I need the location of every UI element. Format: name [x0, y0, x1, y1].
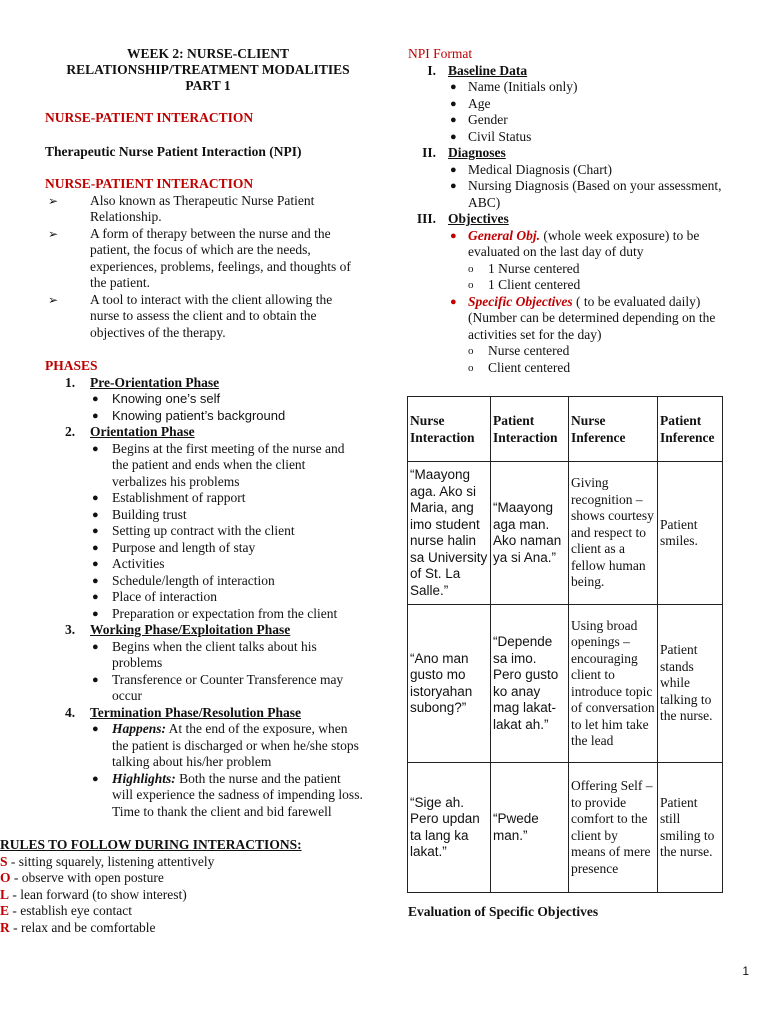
table-row	[408, 605, 723, 763]
heading-nurse-patient-interaction-2: NURSE-PATIENT INTERACTION	[45, 176, 254, 191]
arrow-bullet-icon: ➢	[48, 226, 59, 241]
circle-bullet-icon: o	[468, 345, 474, 357]
phase-item: 4. Termination Phase/Resolution Phase ● Happens: At the end of the exposure, when the patient is discharged or when he/she stops talking about his/her problem ● Highlights: Both the nurse and the patient will experience the sadness of impending loss. Time to thank the client and bid farewell	[65, 704, 363, 819]
soler-list	[0, 854, 363, 937]
npi-description-list	[45, 193, 363, 342]
bullet-icon: ●	[92, 772, 99, 785]
bullet-icon: ●	[450, 81, 457, 93]
format-section: III. Objectives ● General Obj. (whole week exposure) to be evaluated on the last day of duty o 1 Nurse centered o 1 Client centered ● Specific Objectives ( to be evaluated daily) (Number can be determined depending on the activities set for the day) o Nurse centered o Client centered	[408, 211, 728, 376]
bullet-icon: ●	[92, 442, 99, 455]
bullet-icon: ●	[92, 640, 99, 653]
phase-item: 2. Orientation Phase ● Begins at the first meeting of the nurse and the patient and ends when the client verbalizes his problems ● Establishment of rapport ● Building trust ● Setting up contract with the client ● Purpose and length of stay ● Activities ● Schedule/length of interaction ● Place of interaction ● Preparation or expectation from the client	[45, 424, 363, 622]
table-cell: “Sige ah. Pero updan ta lang ka lakat.”	[408, 763, 491, 893]
phase-name: Working Phase/Exploitation Phase	[90, 622, 291, 637]
circle-bullet-icon: o	[468, 361, 474, 374]
table-cell: Offering Self – to provide comfort to the client by means of mere presence	[569, 763, 658, 893]
list-item: ➢ A tool to interact with the client allowing the nurse to assess the client and to obtain the objectives of the therapy.	[45, 292, 363, 342]
evaluation-heading: Evaluation of Specific Objectives	[408, 904, 599, 919]
npi-title: Therapeutic Nurse Patient Interaction (NPI)	[45, 143, 302, 159]
list-item: o 1 Nurse centered	[468, 260, 580, 276]
phases-list	[45, 375, 363, 821]
bullet-icon: ●	[92, 673, 99, 686]
bullet-icon: ●	[92, 492, 99, 504]
bullet-icon: ●	[92, 591, 99, 603]
right-column	[408, 46, 728, 376]
table-header-cell: Nurse Inference	[569, 397, 658, 462]
bullet-icon: ●	[92, 607, 99, 620]
bullet-icon: ●	[450, 295, 457, 308]
bullet-icon: ●	[450, 114, 457, 126]
list-item: ● Age	[450, 95, 491, 111]
bullet-icon: ●	[92, 574, 99, 587]
list-item: ● Begins when the client talks about his problems	[92, 638, 317, 670]
bullet-icon: ●	[92, 723, 99, 735]
table-cell: Patient still smiling to the nurse.	[658, 763, 723, 893]
list-item: ➢ A form of therapy between the nurse and the patient, the focus of which are the needs, experiences, problems, feelings, and thoughts of the patient.	[45, 226, 363, 292]
phase-name: Orientation Phase	[90, 424, 195, 439]
document-title-line-2: RELATIONSHIP/TREATMENT MODALITIES	[66, 62, 350, 77]
list-item: o Client centered	[468, 359, 571, 375]
rules-heading: RULES TO FOLLOW DURING INTERACTIONS:	[0, 837, 302, 852]
table-cell: Giving recognition – shows courtesy and respect to client as a fellow human being.	[569, 462, 658, 605]
format-section: I. Baseline Data ● Name (Initials only) ● Age ● Gender ● Civil Status	[408, 63, 728, 146]
list-item: ● Highlights: Both the nurse and the patient will experience the sadness of impending loss. Time to thank the client and bid farewell	[92, 770, 363, 819]
section-title: Diagnoses	[448, 145, 506, 160]
list-item: ● Specific Objectives ( to be evaluated daily) (Number can be determined depending on the activities set for the day)	[450, 293, 716, 342]
list-item: ● Knowing patient’s background	[92, 407, 286, 423]
bullet-icon: ●	[92, 558, 99, 570]
list-item: ● Setting up contract with the client	[92, 523, 295, 538]
list-item: ● Preparation or expectation from the client	[92, 605, 338, 621]
list-item: ● Gender	[450, 112, 508, 127]
list-item: ● Schedule/length of interaction	[92, 572, 275, 588]
list-item: ● Happens: At the end of the exposure, when the patient is discharged or when he/she stops talking about his/her problem	[92, 721, 359, 769]
table-cell: Using broad openings – encouraging client to introduce topic of conversation to let him take the lead	[569, 605, 658, 763]
soler-item: L - lean forward (to show interest)	[0, 886, 187, 902]
list-item: ● Activities	[92, 556, 165, 571]
table-row	[408, 462, 723, 605]
npi-format-list	[408, 63, 728, 377]
list-item: o 1 Client centered	[468, 277, 581, 292]
bullet-icon: ●	[92, 525, 99, 537]
arrow-bullet-icon: ➢	[48, 193, 59, 208]
bullet-icon: ●	[92, 409, 99, 422]
table-cell: “Maayong aga man. Ako naman ya si Ana.”	[491, 462, 569, 605]
list-item: ● Establishment of rapport	[92, 490, 246, 505]
list-item: o Nurse centered	[468, 343, 570, 358]
bullet-icon: ●	[450, 130, 457, 143]
arrow-bullet-icon: ➢	[48, 292, 59, 307]
list-item: ● Begins at the first meeting of the nurse and the patient and ends when the client verbalizes his problems	[92, 440, 345, 489]
list-item: ➢ Also known as Therapeutic Nurse Patient Relationship.	[45, 193, 363, 226]
left-column	[0, 46, 363, 936]
section-title: Baseline Data	[448, 62, 528, 78]
heading-nurse-patient-interaction: NURSE-PATIENT INTERACTION	[45, 110, 254, 125]
soler-item: S - sitting squarely, listening attentively	[0, 853, 215, 869]
soler-item: O - observe with open posture	[0, 870, 164, 885]
table-header-cell: Patient Interaction	[491, 397, 569, 462]
list-item: ● Nursing Diagnosis (Based on your assessment, ABC)	[450, 178, 722, 210]
bullet-icon: ●	[450, 163, 457, 176]
table-cell: “Maayong aga. Ako si Maria, ang imo student nurse halin sa University of St. La Salle.”	[408, 462, 491, 605]
table-header-cell: Nurse Interaction	[408, 397, 491, 462]
document-title-line-3: PART 1	[185, 78, 231, 93]
table-header-row	[408, 397, 723, 462]
list-item: ● General Obj. (whole week exposure) to be evaluated on the last day of duty	[450, 227, 700, 259]
bullet-icon: ●	[92, 541, 99, 554]
table-cell: Patient smiles.	[658, 462, 723, 605]
soler-item: E - establish eye contact	[0, 903, 132, 918]
section-title: Objectives	[448, 211, 509, 226]
npi-format-heading: NPI Format	[408, 46, 473, 61]
bullet-icon: ●	[92, 393, 99, 405]
list-item: ● Name (Initials only)	[450, 79, 578, 94]
list-item: ● Purpose and length of stay	[92, 539, 256, 555]
list-item: ● Building trust	[92, 506, 187, 522]
bullet-icon: ●	[450, 180, 457, 192]
table-cell: Patient stands while talking to the nurse.	[658, 605, 723, 763]
circle-bullet-icon: o	[468, 262, 474, 275]
table-row	[408, 763, 723, 893]
list-item: ● Place of interaction	[92, 589, 217, 604]
phase-name: Termination Phase/Resolution Phase	[90, 704, 302, 720]
bullet-icon: ●	[92, 508, 99, 521]
bullet-icon: ●	[450, 97, 457, 110]
circle-bullet-icon: o	[468, 279, 474, 291]
format-section: II. Diagnoses ● Medical Diagnosis (Chart) ● Nursing Diagnosis (Based on your assessment, ABC)	[408, 145, 728, 211]
phase-item: 1. Pre-Orientation Phase ● Knowing one’s self ● Knowing patient’s background	[45, 375, 363, 425]
phase-item: 3. Working Phase/Exploitation Phase ● Begins when the client talks about his problems ● Transference or Counter Transference may occur	[45, 622, 363, 705]
heading-phases: PHASES	[45, 358, 98, 373]
list-item: ● Civil Status	[450, 128, 532, 144]
soler-item: R - relax and be comfortable	[0, 919, 156, 935]
phase-name: Pre-Orientation Phase	[90, 374, 220, 390]
table-cell: “Ano man gusto mo istoryahan subong?”	[408, 605, 491, 763]
table-cell: “Pwede man.”	[491, 763, 569, 893]
page-number: 1	[742, 963, 749, 978]
table-header-cell: Patient Inference	[658, 397, 723, 462]
list-item: ● Transference or Counter Transference may occur	[92, 671, 344, 703]
list-item: ● Medical Diagnosis (Chart)	[450, 161, 612, 177]
bullet-icon: ●	[450, 229, 457, 242]
table-cell: “Depende sa imo. Pero gusto ko anay mag lakat-lakat ah.”	[491, 605, 569, 763]
document-title-line-1: WEEK 2: NURSE-CLIENT	[126, 46, 290, 61]
npi-table	[407, 396, 723, 893]
list-item: ● Knowing one’s self	[92, 391, 221, 406]
